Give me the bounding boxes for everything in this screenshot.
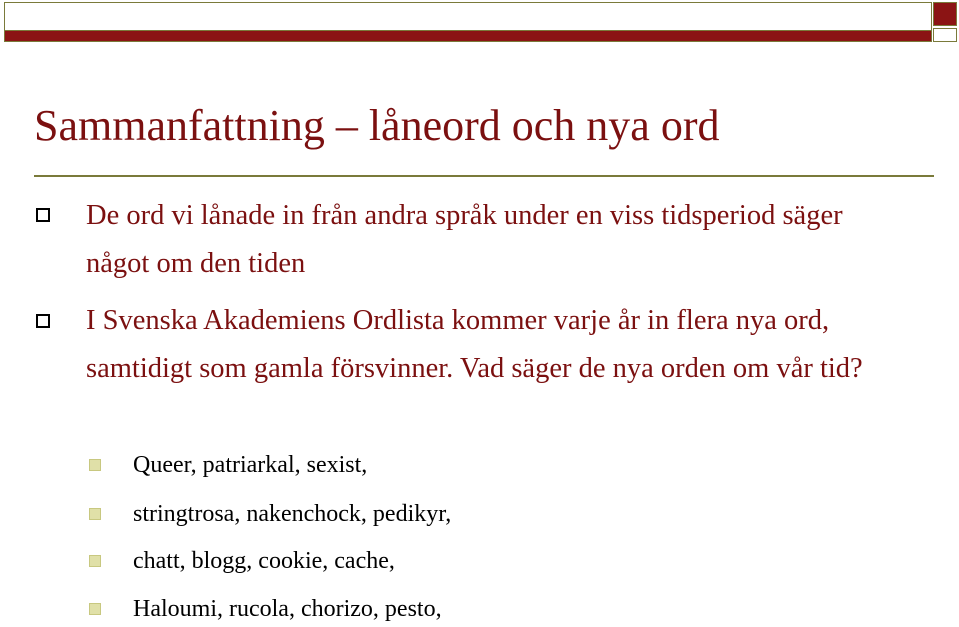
sub-bullet-text-4: Haloumi, rucola, chorizo, pesto, [133,596,442,622]
filled-square-icon [89,555,101,567]
header-band-inner [5,3,931,31]
hollow-square-icon [36,314,50,328]
filled-square-icon [89,459,101,471]
bullet-text-2: I Svenska Akademiens Ordlista kommer varje år in flera nya ord, samtidigt som gamla försvinner. Vad säger de nya orden om vår tid? [86,305,863,384]
sub-bullet-text-1: Queer, patriarkal, sexist, [133,452,368,478]
hollow-square-icon [36,208,50,222]
slide-title: Sammanfattning – låneord och nya ord [34,101,720,150]
corner-square-top [933,2,957,26]
bullet-text-1: De ord vi lånade in från andra språk under en viss tidsperiod säger något om den tiden [86,200,843,279]
sub-bullet-text-3: chatt, blogg, cookie, cache, [133,548,395,574]
filled-square-icon [89,603,101,615]
sub-bullet-text-2: stringtrosa, nakenchock, pedikyr, [133,501,452,527]
title-underline [34,175,934,177]
header-band [4,2,932,42]
corner-square-bottom [933,28,957,42]
corner-mark [933,2,957,42]
filled-square-icon [89,508,101,520]
